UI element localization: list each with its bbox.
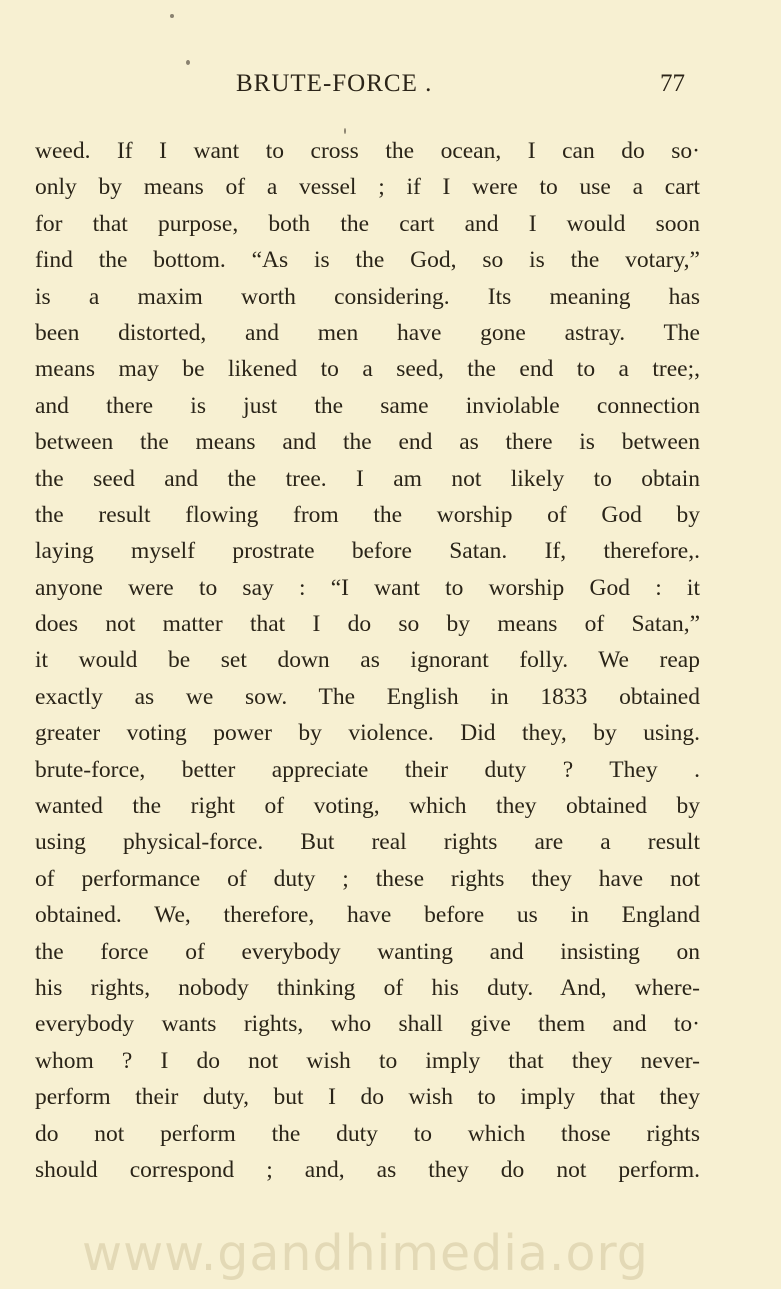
text-line: laying myself prostrate before Satan. If, therefore,. xyxy=(35,538,700,565)
text-line: only by means of a vessel ; if I were to use a cart xyxy=(35,174,700,201)
text-line: anyone were to say : “I want to worship God : it xyxy=(35,574,700,601)
text-line: his rights, nobody thinking of his duty. And, where- xyxy=(35,974,700,1001)
text-line: whom ? I do not wish to imply that they never- xyxy=(35,1047,700,1074)
text-line: and there is just the same inviolable connection xyxy=(35,392,700,419)
text-line: exactly as we sow. The English in 1833 obtained xyxy=(35,683,700,710)
text-line: the force of everybody wanting and insisting on xyxy=(35,938,700,965)
page-number: 77 xyxy=(660,70,685,97)
ink-speck xyxy=(170,14,174,18)
text-line: of performance of duty ; these rights they have not xyxy=(35,865,700,892)
text-line: everybody wants rights, who shall give them and to· xyxy=(35,1011,700,1038)
text-line: perform their duty, but I do wish to imply that they xyxy=(35,1084,700,1111)
text-line: for that purpose, both the cart and I would soon xyxy=(35,210,700,237)
text-line: find the bottom. “As is the God, so is the votary,” xyxy=(35,247,700,274)
text-line: using physical-force. But real rights are a result xyxy=(35,829,700,856)
text-line: brute-force, better appreciate their duty ? They . xyxy=(35,756,700,783)
text-line: between the means and the end as there is between xyxy=(35,429,700,456)
text-line: the result flowing from the worship of God by xyxy=(35,501,700,528)
text-line: does not matter that I do so by means of Satan,” xyxy=(35,611,700,638)
watermark: www.gandhimedia.org xyxy=(82,1225,649,1282)
text-line: means may be likened to a seed, the end to a tree;, xyxy=(35,356,700,383)
text-line: weed. If I want to cross the ocean, I can do so· xyxy=(35,138,700,164)
text-line: it would be set down as ignorant folly. We reap xyxy=(35,647,700,674)
body-text xyxy=(35,133,700,1188)
text-line: do not perform the duty to which those rights xyxy=(35,1120,700,1147)
text-line: the seed and the tree. I am not likely to obtain xyxy=(35,465,700,492)
text-line: been distorted, and men have gone astray. The xyxy=(35,319,700,346)
ink-speck xyxy=(186,60,190,65)
text-line: wanted the right of voting, which they obtained by xyxy=(35,793,700,820)
text-line: should correspond ; and, as they do not perform. xyxy=(35,1156,700,1183)
running-header-title: BRUTE-FORCE . xyxy=(236,70,433,97)
text-line: obtained. We, therefore, have before us in England xyxy=(35,902,700,929)
text-line: is a maxim worth considering. Its meaning has xyxy=(35,283,700,310)
text-line: greater voting power by violence. Did they, by using. xyxy=(35,720,700,747)
